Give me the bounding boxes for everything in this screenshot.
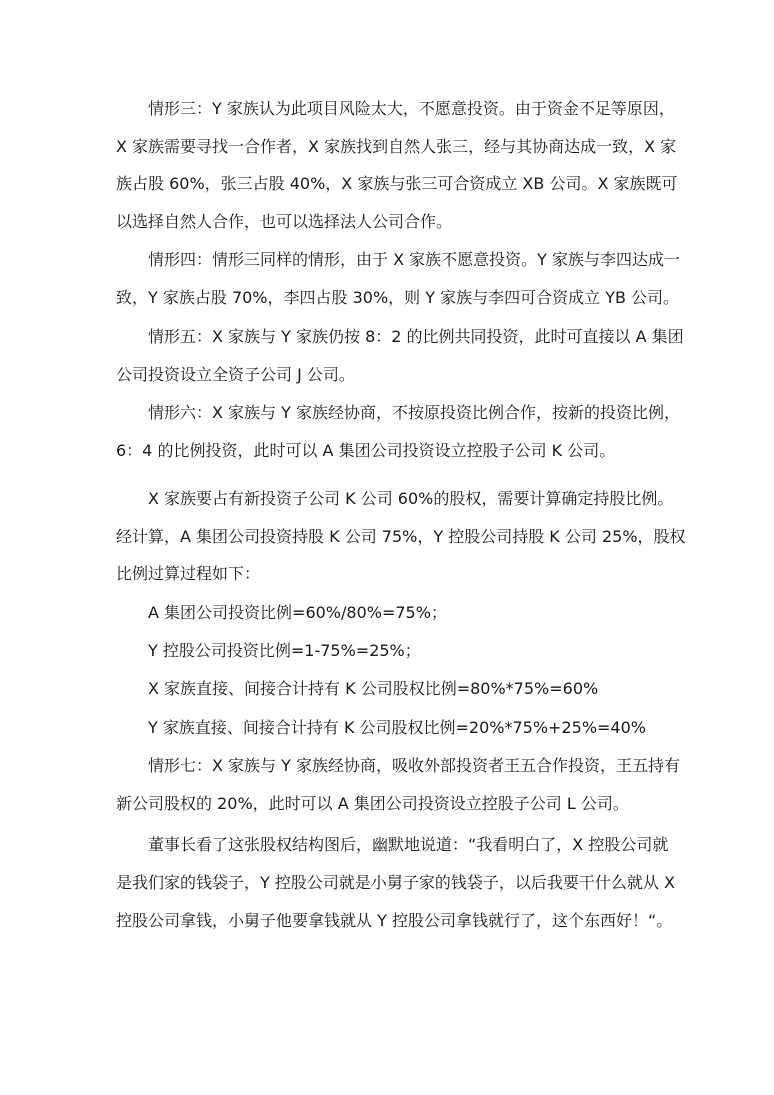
- text-line: 是我们家的钱袋子，Y 控股公司就是小舅子家的钱袋子，以后我要干什么就从 X: [116, 873, 675, 892]
- text-line: 情形四：情形三同样的情形，由于 X 家族不愿意投资。Y 家族与李四达成一: [148, 250, 680, 269]
- text-line: 董事长看了这张股权结构图后，幽默地说道：“我看明白了，X 控股公司就: [148, 835, 669, 854]
- text-line: 经计算，A 集团公司投资持股 K 公司 75%，Y 控股公司持股 K 公司 25%，股权: [116, 527, 686, 546]
- text-line: 公司投资设立全资子公司 J 公司。: [116, 365, 355, 384]
- text-line: Y 控股公司投资比例=1-75%=25%；: [148, 641, 421, 660]
- text-line: 情形三：Y 家族认为此项目风险太大，不愿意投资。由于资金不足等原因，: [148, 99, 675, 118]
- text-line: 情形五：X 家族与 Y 家族仍按 8：2 的比例共同投资，此时可直接以 A 集团: [148, 327, 684, 346]
- text-line: A 集团公司投资比例=60%/80%=75%；: [148, 603, 447, 622]
- text-line: 情形六：X 家族与 Y 家族经协商，不按原投资比例合作，按新的投资比例，: [148, 403, 680, 422]
- text-line: X 家族要占有新投资子公司 K 公司 60%的股权，需要计算确定持股比例。: [148, 489, 674, 508]
- document-body: [116, 0, 686, 1095]
- text-line: 6：4 的比例投资，此时可以 A 集团公司投资设立控股子公司 K 公司。: [116, 441, 616, 460]
- text-line: 新公司股权的 20%，此时可以 A 集团公司投资设立控股子公司 L 公司。: [116, 794, 629, 813]
- text-line: Y 家族直接、间接合计持有 K 公司股权比例=20%*75%+25%=40%: [148, 718, 646, 737]
- text-line: X 家族需要寻找一合作者，X 家族找到自然人张三，经与其协商达成一致，X 家: [116, 137, 677, 156]
- text-line: 情形七：X 家族与 Y 家族经协商，吸收外部投资者王五合作投资，王五持有: [148, 756, 680, 775]
- text-line: 致，Y 家族占股 70%，李四占股 30%，则 Y 家族与李四可合资成立 YB 公司。: [116, 288, 680, 307]
- text-line: 控股公司拿钱，小舅子他要拿钱就从 Y 控股公司拿钱就行了，这个东西好！“。: [116, 911, 673, 930]
- text-line: 比例过算过程如下：: [116, 564, 261, 583]
- text-line: 以选择自然人合作，也可以选择法人公司合作。: [116, 212, 453, 231]
- text-line: 族占股 60%，张三占股 40%，X 家族与张三可合资成立 XB 公司。X 家族既可: [116, 174, 678, 193]
- text-line: X 家族直接、间接合计持有 K 公司股权比例=80%*75%=60%: [148, 679, 599, 698]
